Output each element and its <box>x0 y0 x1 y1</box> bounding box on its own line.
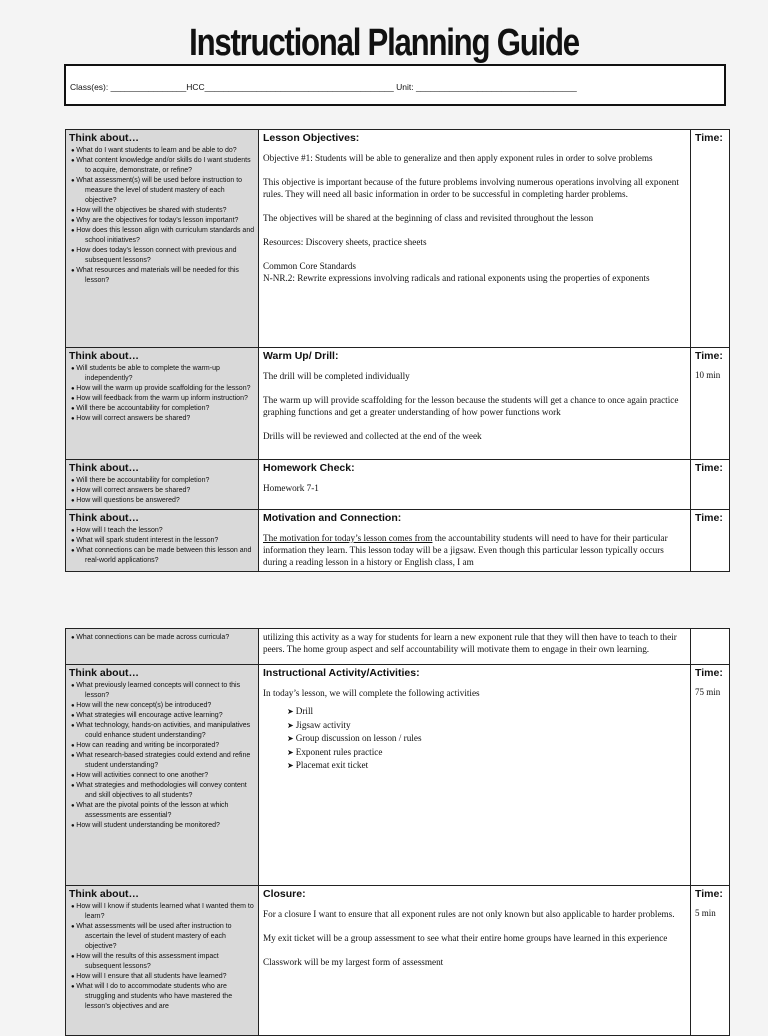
paragraph: Drills will be reviewed and collected at the end of the week <box>263 431 482 441</box>
section-heading: Lesson Objectives: <box>263 132 360 144</box>
list-item: ● What assessments will be used after instruction to ascertain the level of student mastery of each objective? <box>69 922 255 952</box>
section-heading: Homework Check: <box>263 462 355 474</box>
homework-time-cell <box>691 460 730 510</box>
paragraph: My exit ticket will be a group assessment to see what their entire home groups have learned in this experience <box>263 933 668 943</box>
homework-questions <box>69 476 255 506</box>
list-item: ● What will spark student interest in the lesson? <box>69 536 255 546</box>
paragraph: The drill will be completed individually <box>263 371 410 381</box>
continuation-think-cell <box>66 629 259 665</box>
objectives-questions <box>69 146 255 286</box>
motivation-questions <box>69 526 255 566</box>
list-item: ● What research-based strategies could extend and refine student understanding? <box>69 751 255 771</box>
objectives-content-cell <box>259 130 691 348</box>
class-unit-line: Class(es): ________________HCC________________________________________ Unit: __________________________________ <box>70 82 577 92</box>
objectives-row <box>66 130 730 348</box>
warmup-time-cell <box>691 348 730 460</box>
think-heading: Think about… <box>69 462 139 474</box>
objectives-think-cell <box>66 130 259 348</box>
list-item: ● Will there be accountability for completion? <box>69 476 255 486</box>
list-item: ● How will correct answers be shared? <box>69 486 255 496</box>
list-item: ● How does today’s lesson connect with previous and subsequent lessons? <box>69 246 255 266</box>
list-item: ● How will I teach the lesson? <box>69 526 255 536</box>
list-item: ● What strategies will encourage active learning? <box>69 711 255 721</box>
activities-intro: In today’s lesson, we will complete the following activities <box>263 688 480 698</box>
closure-content-cell <box>259 886 691 1036</box>
planning-table-page-1 <box>65 129 730 572</box>
time-label: Time: <box>695 462 723 474</box>
paragraph: utilizing this activity as a way for students for learn a new exponent rule that they will then have to teach to their peers. The home group aspect and self accountability will motivate them to engage in their own learning. <box>263 632 677 654</box>
think-heading: Think about… <box>69 350 139 362</box>
paragraph: Homework 7-1 <box>263 483 319 493</box>
list-item: ➤ Placemat exit ticket <box>287 759 686 773</box>
list-item: ➤ Jigsaw activity <box>287 719 686 733</box>
list-item: ● How does this lesson align with curriculum standards and school initiatives? <box>69 226 255 246</box>
closure-think-cell <box>66 886 259 1036</box>
list-item: ● How will the new concept(s) be introduced? <box>69 701 255 711</box>
paragraph: Classwork will be my largest form of assessment <box>263 957 444 967</box>
list-item: ● How will the warm up provide scaffolding for the lesson? <box>69 384 255 394</box>
section-heading: Motivation and Connection: <box>263 512 402 524</box>
list-item: ● How can reading and writing be incorporated? <box>69 741 255 751</box>
list-item: ● How will the objectives be shared with students? <box>69 206 255 216</box>
list-item: ● How will feedback from the warm up inform instruction? <box>69 394 255 404</box>
list-item: ● Will students be able to complete the warm-up independently? <box>69 364 255 384</box>
time-label: Time: <box>695 512 723 524</box>
paragraph: This objective is important because of the future problems involving numerous operations involving all exponent rules. They will need all basic information in order to be successful in completing harder problems. <box>263 177 679 199</box>
list-item: ● How will questions be answered? <box>69 496 255 506</box>
paragraph: Resources: Discovery sheets, practice sheets <box>263 237 427 247</box>
paragraph: For a closure I want to ensure that all exponent rules are not only known but also applicable to harder problems. <box>263 909 675 919</box>
closure-row <box>66 886 730 1036</box>
warmup-content-cell <box>259 348 691 460</box>
list-item: ● What will I do to accommodate students who are struggling and students who have mastered the lesson’s objectives and are <box>69 982 255 1012</box>
continuation-row <box>66 629 730 665</box>
warmup-row <box>66 348 730 460</box>
paragraph: The objectives will be shared at the beginning of class and revisited throughout the lesson <box>263 213 594 223</box>
time-value: 5 min <box>695 908 716 918</box>
list-item: ● What do I want students to learn and be able to do? <box>69 146 255 156</box>
motivation-text: the accountability students will need to have for their particular information they learn. This lesson today will be a jigsaw. Even though this particular lesson typically occurs during a reading lesson in a history or English class, I am <box>263 533 668 567</box>
think-heading: Think about… <box>69 667 139 679</box>
list-item: ● What connections can be made across curricula? <box>69 633 255 643</box>
time-label: Time: <box>695 132 723 144</box>
motivation-think-cell <box>66 510 259 572</box>
list-item: ➤ Exponent rules practice <box>287 746 686 760</box>
list-item: ● What previously learned concepts will connect to this lesson? <box>69 681 255 701</box>
list-item: ● Will there be accountability for completion? <box>69 404 255 414</box>
motivation-lead: The motivation for today’s lesson comes from <box>263 533 433 543</box>
time-label: Time: <box>695 667 723 679</box>
activities-questions <box>69 681 255 831</box>
list-item: ● What technology, hands-on activities, and manipulatives could enhance student understanding? <box>69 721 255 741</box>
list-item: ● How will the results of this assessment impact subsequent lessons? <box>69 952 255 972</box>
time-label: Time: <box>695 888 723 900</box>
section-heading: Warm Up/ Drill: <box>263 350 339 362</box>
activities-content-cell <box>259 665 691 886</box>
activities-time-cell <box>691 665 730 886</box>
think-heading: Think about… <box>69 132 139 144</box>
time-label: Time: <box>695 350 723 362</box>
list-item: ➤ Group discussion on lesson / rules <box>287 732 686 746</box>
time-value: 75 min <box>695 687 721 697</box>
paragraph <box>263 532 686 568</box>
planning-table-page-2 <box>65 628 730 1036</box>
standards-text: N-NR.2: Rewrite expressions involving radicals and rational exponents using the properties of exponents <box>263 273 650 283</box>
class-unit-field <box>64 64 726 106</box>
activities-think-cell <box>66 665 259 886</box>
time-value: 10 min <box>695 370 721 380</box>
continuation-content-cell <box>259 629 691 665</box>
paragraph: Objective #1: Students will be able to generalize and then apply exponent rules in order to solve problems <box>263 153 653 163</box>
list-item: ● How will I ensure that all students have learned? <box>69 972 255 982</box>
list-item: ● What resources and materials will be needed for this lesson? <box>69 266 255 286</box>
homework-row <box>66 460 730 510</box>
think-heading: Think about… <box>69 512 139 524</box>
list-item: ● Why are the objectives for today’s lesson important? <box>69 216 255 226</box>
continuation-questions <box>69 633 255 643</box>
activities-list <box>287 705 686 773</box>
paragraph: The warm up will provide scaffolding for the lesson because the students will get a chance to once again practice graphing functions and get a greater understanding of how power functions work <box>263 395 679 417</box>
motivation-content-cell <box>259 510 691 572</box>
list-item: ➤ Drill <box>287 705 686 719</box>
homework-think-cell <box>66 460 259 510</box>
motivation-time-cell <box>691 510 730 572</box>
activities-row <box>66 665 730 886</box>
list-item: ● How will correct answers be shared? <box>69 414 255 424</box>
motivation-row <box>66 510 730 572</box>
section-heading: Instructional Activity/Activities: <box>263 667 420 679</box>
list-item: ● How will I know if students learned what I wanted them to learn? <box>69 902 255 922</box>
think-heading: Think about… <box>69 888 139 900</box>
list-item: ● How will student understanding be monitored? <box>69 821 255 831</box>
warmup-think-cell <box>66 348 259 460</box>
section-heading: Closure: <box>263 888 306 900</box>
closure-time-cell <box>691 886 730 1036</box>
list-item: ● What strategies and methodologies will convey content and skill objectives to all students? <box>69 781 255 801</box>
page-title: Instructional Planning Guide <box>189 22 579 64</box>
list-item: ● What connections can be made between this lesson and real-world applications? <box>69 546 255 566</box>
warmup-questions <box>69 364 255 424</box>
list-item: ● What content knowledge and/or skills do I want students to acquire, demonstrate, or refine? <box>69 156 255 176</box>
homework-content-cell <box>259 460 691 510</box>
list-item: ● What are the pivotal points of the lesson at which assessments are essential? <box>69 801 255 821</box>
objectives-time-cell <box>691 130 730 348</box>
standards-title: Common Core Standards <box>263 261 356 271</box>
continuation-time-cell <box>691 629 730 665</box>
list-item: ● How will activities connect to one another? <box>69 771 255 781</box>
list-item: ● What assessment(s) will be used before instruction to measure the level of student mastery of each objective? <box>69 176 255 206</box>
closure-questions <box>69 902 255 1012</box>
